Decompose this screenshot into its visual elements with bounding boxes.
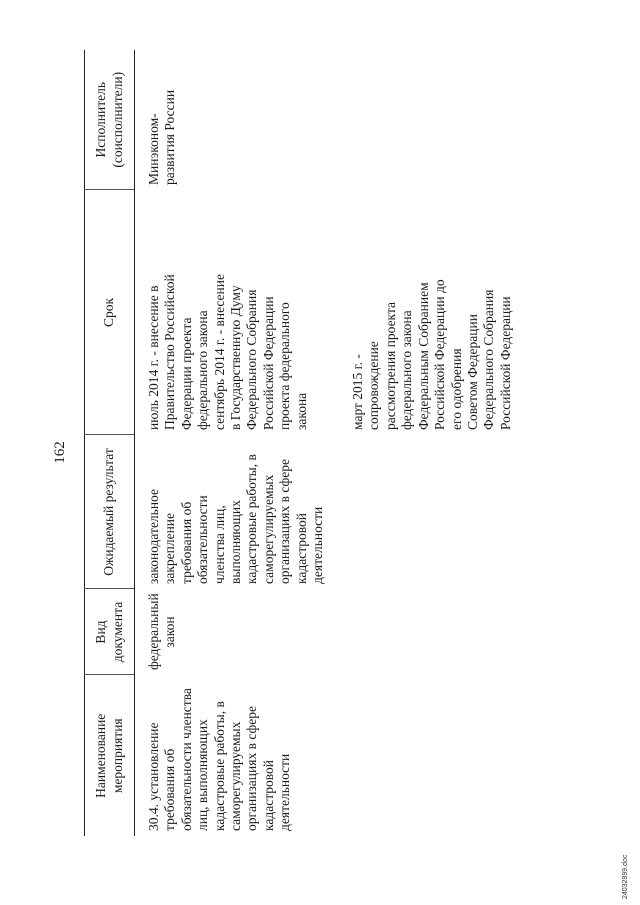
- cell-line: Федеральным Собранием: [415, 282, 431, 430]
- cell-line: кадастровой: [260, 759, 276, 831]
- cell-line: федерального закона: [399, 310, 415, 430]
- cell-line: закона: [293, 392, 309, 430]
- cell-line: обязательности членства: [178, 688, 194, 831]
- cell-line: рассмотрения проекта: [382, 302, 398, 430]
- cell-line: федеральный: [146, 593, 161, 670]
- cell-line: 30.4. установление: [146, 722, 161, 831]
- header-result: Ожидаемый результат: [85, 435, 135, 589]
- cell-line: Российской Федерации до: [432, 279, 448, 430]
- cell-line: Минэконом-: [146, 113, 161, 185]
- cell-line: членства лиц,: [211, 505, 227, 584]
- header-name: Наименование мероприятия: [85, 675, 135, 836]
- measures-table: [84, 50, 514, 836]
- page-number: 162: [52, 441, 68, 464]
- cell-line: законодательное: [146, 489, 161, 584]
- cell-line: Советом Федерации: [464, 314, 480, 430]
- cell-line: Правительство Российской: [162, 274, 178, 430]
- cell-line: деятельности: [310, 506, 326, 584]
- cell-line: кадастровые работы, в: [211, 701, 227, 831]
- header-doc-type: Вид документа: [85, 589, 135, 675]
- cell-line: саморегулируемых: [260, 474, 276, 584]
- cell-line: закон: [162, 616, 178, 648]
- cell-line: проекта федерального: [277, 302, 293, 430]
- cell-line: федерального закона: [195, 310, 211, 430]
- cell-line: организациях в сфере: [277, 459, 293, 584]
- cell-line: июль 2014 г. - внесение в: [146, 285, 161, 430]
- cell-line: лиц, выполняющих: [195, 719, 211, 831]
- cell-deadline: [135, 190, 515, 435]
- cell-line: кадастровые работы, в: [244, 454, 260, 584]
- cell-line: Федерального Собрания: [244, 289, 260, 430]
- cell-line: саморегулируемых: [228, 721, 244, 831]
- header-executor: Исполнитель (соисполнители): [85, 50, 135, 190]
- cell-line: выполняющих: [228, 500, 244, 584]
- cell-line: закрепление: [162, 512, 178, 584]
- cell-name: [135, 675, 515, 836]
- cell-line: развития России: [162, 89, 178, 185]
- cell-executor: [135, 50, 515, 190]
- table-row: [135, 50, 515, 836]
- cell-line: в Государственную Думу: [228, 285, 244, 430]
- header-deadline: Срок: [85, 190, 135, 435]
- cell-line: март 2015 г. -: [350, 354, 366, 430]
- cell-doc-type: [135, 589, 515, 675]
- cell-line: требования об: [162, 748, 178, 831]
- cell-line: кадастровой: [293, 512, 309, 584]
- cell-line: деятельности: [277, 753, 293, 831]
- cell-line: сопровождение: [366, 341, 382, 430]
- cell-line: обязательности: [195, 495, 211, 584]
- cell-line: его одобрения: [448, 348, 464, 430]
- file-name-footer: 24032899.doc: [622, 854, 629, 899]
- cell-line: Российской Федерации: [497, 296, 513, 430]
- cell-line: Российской Федерации: [260, 296, 276, 430]
- cell-line: Федерального Собрания: [481, 289, 497, 430]
- cell-line: сентябрь 2014 г. - внесение: [211, 274, 227, 430]
- cell-result: [135, 435, 515, 589]
- table-header-row: [85, 50, 135, 836]
- cell-line: организациях в сфере: [244, 706, 260, 831]
- cell-line: требования об: [178, 501, 194, 584]
- cell-line: Федерации проекта: [178, 317, 194, 430]
